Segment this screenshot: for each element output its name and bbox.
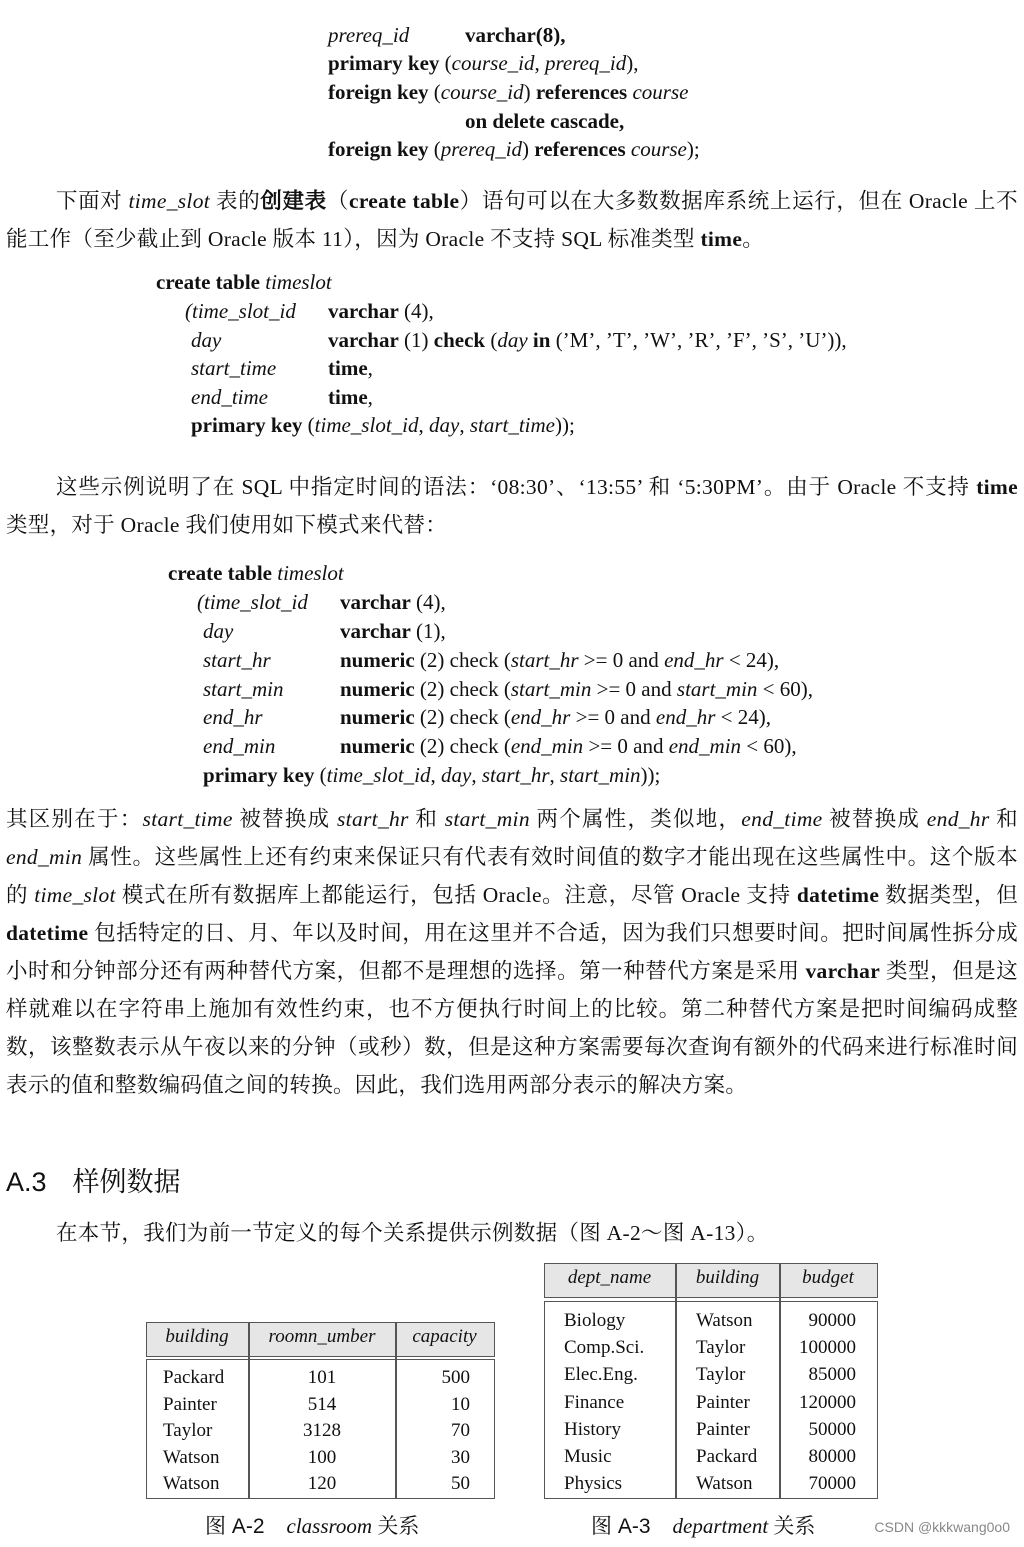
table-cell: Physics <box>564 1473 623 1494</box>
table-cell: 120000 <box>799 1392 856 1413</box>
table-cell: Biology <box>564 1310 626 1331</box>
paragraph: 这些示例说明了在 SQL 中指定时间的语法：‘08:30’、‘13:55’ 和 ‘5:30PM’。由于 Oracle 不支持 time 类型，对于 Oracle 我们使用如下模式来代替： <box>6 475 1018 537</box>
column-header: dept_name <box>567 1267 652 1288</box>
code-line: primary key (course_id, prereq_id), <box>328 51 639 75</box>
code-type: numeric (2) check (end_min >= 0 and end_min < 60), <box>340 734 797 758</box>
code-attr: (time_slot_id <box>197 590 308 614</box>
table-cell: Painter <box>163 1394 217 1415</box>
table-cell: 30 <box>451 1447 470 1468</box>
table-cell: Music <box>564 1446 612 1467</box>
code-attr: day <box>191 328 222 352</box>
table-cell: Finance <box>564 1392 625 1413</box>
table-cell: Taylor <box>696 1337 746 1358</box>
table-cell: Packard <box>696 1446 758 1467</box>
table-cell: Watson <box>163 1473 220 1494</box>
code-type: varchar (4), <box>340 590 446 614</box>
code-attr: end_hr <box>203 705 263 729</box>
code-line: on delete cascade, <box>465 109 625 133</box>
code-attr: (time_slot_id <box>185 299 296 323</box>
watermark: CSDN @kkkwang0o0 <box>874 1519 1010 1535</box>
code-line: create table timeslot <box>168 561 344 585</box>
column-header: budget <box>802 1267 854 1288</box>
table-cell: 120 <box>307 1473 337 1494</box>
table-cell: 100000 <box>799 1337 856 1358</box>
code-attr: start_min <box>203 677 284 701</box>
table-cell: 500 <box>441 1367 470 1388</box>
column-header: capacity <box>412 1326 477 1347</box>
code-type: numeric (2) check (start_min >= 0 and start_min < 60), <box>340 677 813 701</box>
table-cell: 70000 <box>808 1473 856 1494</box>
code-attr: start_time <box>191 356 277 380</box>
table-cell: 70 <box>451 1420 470 1441</box>
code-line: primary key (time_slot_id, day, start_time)); <box>191 413 575 437</box>
table-cell: Watson <box>163 1447 220 1468</box>
code-line: foreign key (prereq_id) references course); <box>328 137 700 161</box>
code-type: varchar (4), <box>328 299 434 323</box>
code-line: foreign key (course_id) references course <box>328 80 689 104</box>
code-line: create table timeslot <box>156 270 332 294</box>
table-cell: Packard <box>163 1367 225 1388</box>
code-type: time, <box>328 385 373 409</box>
table-cell: 100 <box>307 1447 337 1468</box>
table-cell: Elec.Eng. <box>564 1364 638 1385</box>
code-attr: day <box>203 619 234 643</box>
table-cell: History <box>564 1419 621 1440</box>
code-type: time, <box>328 356 373 380</box>
table-cell: Taylor <box>163 1420 213 1441</box>
code-type: numeric (2) check (end_hr >= 0 and end_hr < 24), <box>340 705 771 729</box>
column-header: building <box>695 1267 760 1288</box>
code-line: primary key (time_slot_id, day, start_hr, start_min)); <box>203 763 661 787</box>
table-cell: 10 <box>451 1394 470 1415</box>
table-cell: Watson <box>696 1310 753 1331</box>
code-line: prereq_id <box>328 23 410 47</box>
column-header: building <box>165 1326 229 1347</box>
table-cell: 3128 <box>303 1420 341 1441</box>
table-cell: 514 <box>307 1394 337 1415</box>
code-attr: end_min <box>203 734 276 758</box>
section-heading: A.3 样例数据 <box>6 1167 181 1197</box>
table-cell: Painter <box>696 1392 750 1413</box>
paragraph: 下面对 time_slot 表的创建表（create table）语句可以在大多数数据库系统上运行，但在 Oracle 上不能工作（至少截止到 Oracle 版本 11），因为 Oracle 不支持 SQL 标准类型 time。 <box>6 189 1018 251</box>
column-header: roomn_umber <box>268 1326 376 1347</box>
table-cell: 85000 <box>808 1364 856 1385</box>
table-cell: Watson <box>696 1473 753 1494</box>
table-cell: 80000 <box>808 1446 856 1467</box>
figure-caption: 图 A-3 department 关系 <box>591 1514 816 1538</box>
code-type: numeric (2) check (start_hr >= 0 and end_hr < 24), <box>340 648 780 672</box>
code-line: varchar(8), <box>465 23 566 47</box>
column-divider <box>675 1263 677 1499</box>
paragraph: 在本节，我们为前一节定义的每个关系提供示例数据（图 A-2～图 A-13）。 <box>56 1221 769 1245</box>
table-cell: 90000 <box>808 1310 856 1331</box>
figure-caption: 图 A-2 classroom 关系 <box>205 1514 420 1538</box>
table-cell: Painter <box>696 1419 750 1440</box>
paragraph: 其区别在于：start_time 被替换成 start_hr 和 start_min 两个属性，类似地，end_time 被替换成 end_hr 和 end_min 属性。这些属性上还有约束来保证只有代表有效时间值的数字才能出现在这些属性中。这个版本的 time_slot 模式在所有数据库上都能运行，包括 Oracle。注意，尽管 Oracle 支持 datetime 数据类型，但 datetime 包括特定的日、月、年以及时间，用在这里并不合适，因为我们只想要时间。把时间属性拆分成小时和分钟部分还有两种替代方案，但都不是理想的选择。第一种替代方案是采用 varchar 类型，但是这样就难以在字符串上施加有效性约束，也不方便执行时间上的比较。第二种替代方案是把时间编码成整数，该整数表示从午夜以来的分钟（或秒）数，但是这种方案需要每次查询有额外的代码来进行标准时间表示的值和整数编码值之间的转换。因此，我们选用两部分表示的解决方案。 <box>6 807 1018 1097</box>
table-cell: 101 <box>307 1367 337 1388</box>
table-cell: 50000 <box>808 1419 856 1440</box>
code-type: varchar (1) check (day in (’M’, ’T’, ’W’, ’R’, ’F’, ’S’, ’U’)), <box>328 328 847 352</box>
code-type: varchar (1), <box>340 619 446 643</box>
code-attr: start_hr <box>203 648 271 672</box>
table-cell: Comp.Sci. <box>564 1337 645 1358</box>
table-cell: Taylor <box>696 1364 746 1385</box>
code-attr: end_time <box>191 385 268 409</box>
table-cell: 50 <box>451 1473 470 1494</box>
